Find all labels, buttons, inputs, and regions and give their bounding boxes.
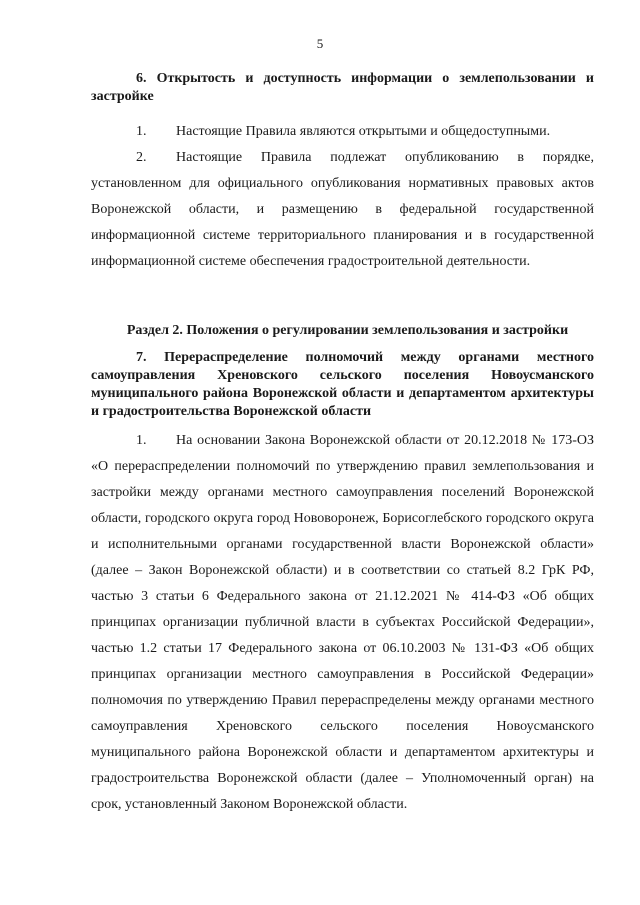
part-2-heading: Раздел 2. Положения о регулировании землепользования и застройки	[126, 323, 569, 338]
section-6-item-2	[91, 145, 594, 275]
item-text: Настоящие Правила подлежат опубликованию в порядке, установленном для официального опубликования нормативных правовых актов Воронежской области, и размещению в федеральной государственной информационной системе территориального планирования и в государственной информационной системе обеспечения градостроительной деятельности.	[91, 150, 594, 269]
item-number: 1.	[136, 124, 147, 139]
page-number: 5	[316, 36, 324, 51]
item-text: На основании Закона Воронежской области от 20.12.2018 № 173-ОЗ «О перераспределении полномочий по утверждению правил землепользования и застройки между органами местного самоуправления поселений Воронежской области, городского округа город Нововоронеж, Борисоглебского городского округа и исполнительными органами государственной власти Воронежской области» (далее – Закон Воронежской области) и в соответствии со статьей 8.2 ГрК РФ, частью 3 статьи 6 Федерального закона от 21.12.2021 № 414-ФЗ «Об общих принципах организации публичной власти в субъектах Российской Федерации», частью 1.2 статьи 17 Федерального закона от 06.10.2003 № 131-ФЗ «Об общих принципах организации местного самоуправления в Российской Федерации» полномочия по утверждению Правил перераспределены между органами местного самоуправления Хреновского сельского поселения Новоусманского муниципального района Воронежской области и департаментом архитектуры и градостроительства Воронежской области (далее – Уполномоченный орган) на срок, установленный Законом Воронежской области.	[91, 433, 594, 812]
section-7-item-1	[91, 428, 594, 818]
item-number: 2.	[136, 150, 147, 165]
section-6-heading: 6. Открытость и доступность информации о землепользовании и застройке	[91, 71, 594, 104]
section-6-item-1	[91, 119, 594, 145]
item-number: 1.	[136, 433, 147, 448]
item-text: Настоящие Правила являются открытыми и общедоступными.	[176, 124, 551, 139]
section-7-heading: 7. Перераспределение полномочий между органами местного самоуправления Хреновского сельского поселения Новоусманского муниципального района Воронежской области и департаментом архитектуры и градостроительства Воронежской области	[91, 350, 594, 419]
